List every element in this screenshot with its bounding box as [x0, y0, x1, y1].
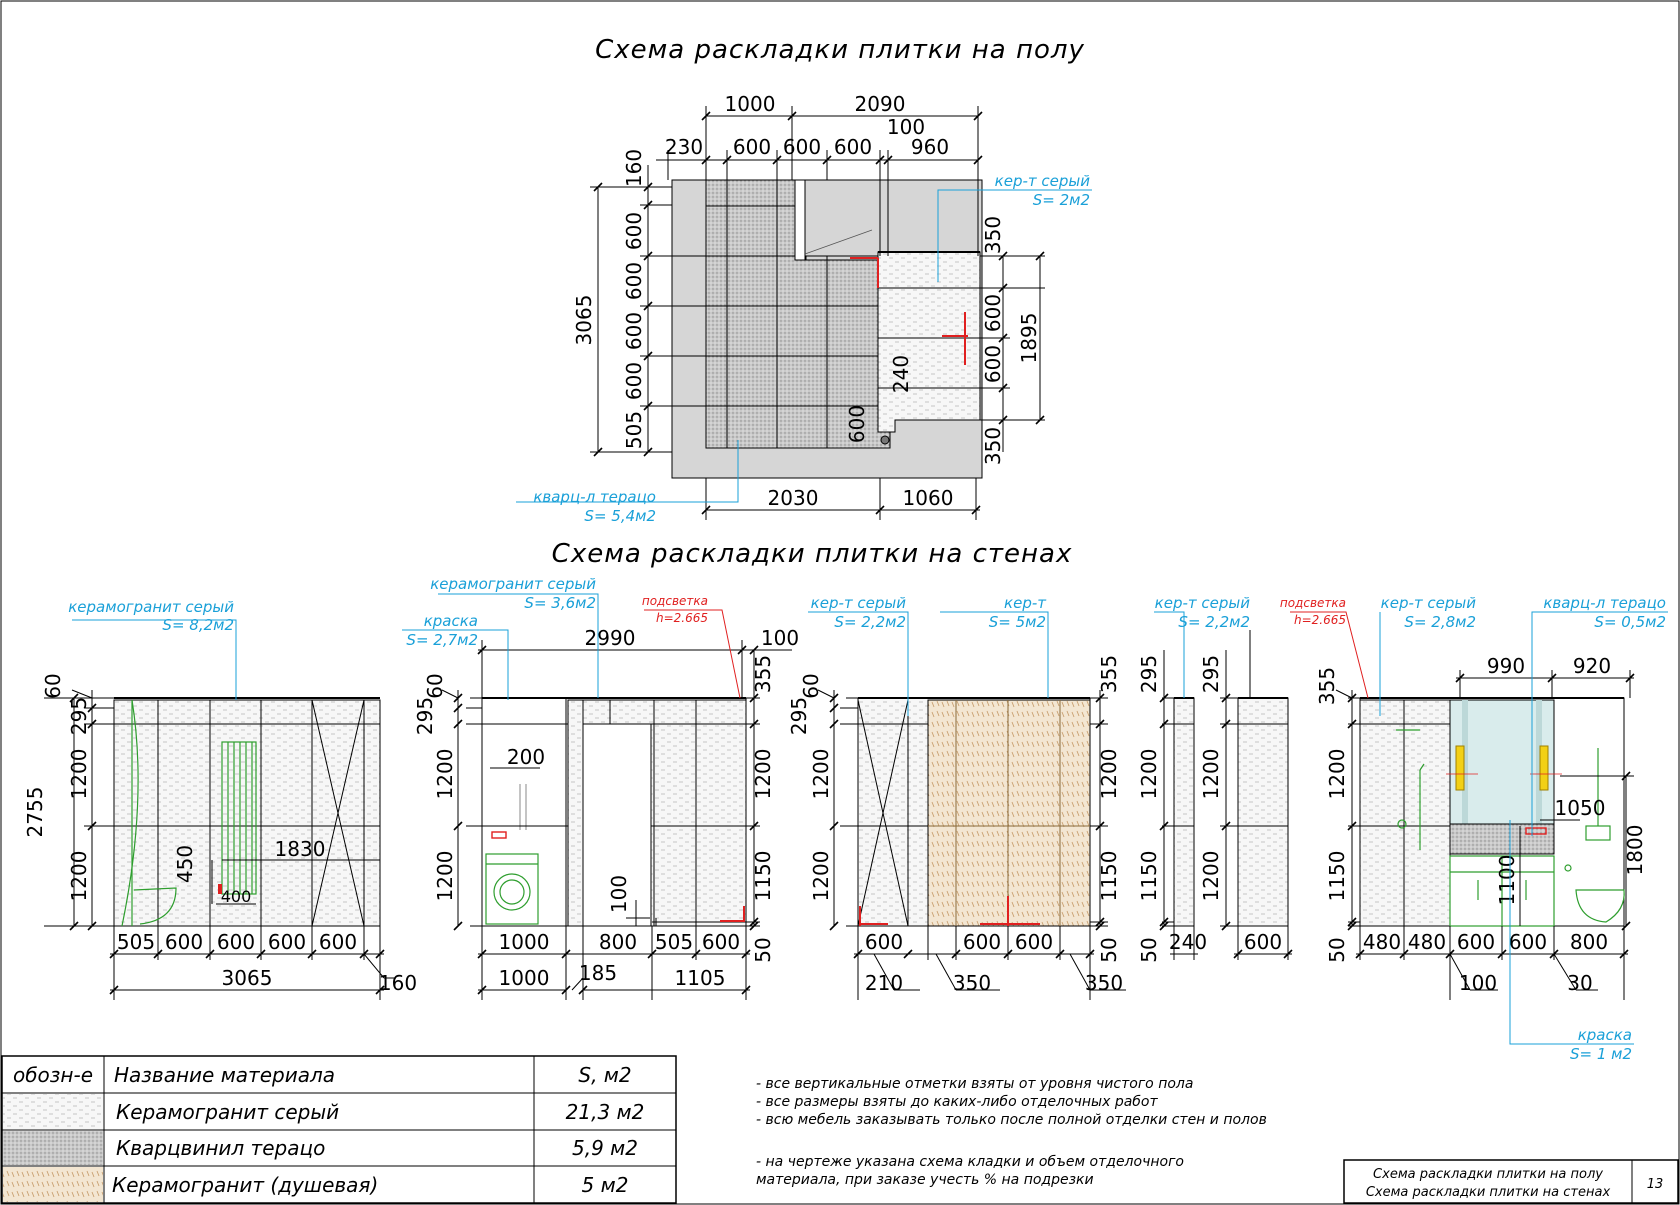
legend-table	[2, 1056, 676, 1203]
legend-swatch-terrazzo	[3, 1131, 103, 1165]
wall3-dim-b600a: 600	[864, 930, 904, 954]
wall-4-elevation	[1137, 594, 1250, 963]
legend-row-3-area: 5 м2	[581, 1173, 629, 1197]
floor-dim-right-total: 1895	[1017, 312, 1041, 364]
wall3-dim-b210: 210	[864, 971, 904, 995]
wall1-dim-1200a: 1200	[67, 748, 91, 800]
wall3-dim-1200b: 1200	[809, 850, 833, 902]
wall1-dim-b505: 505	[116, 930, 156, 954]
wall2-label-tile-name: керамогранит серый	[430, 575, 596, 593]
wall4-label-area: S= 2,2м2	[1178, 613, 1250, 631]
wall2-dim-100-inner: 100	[607, 874, 631, 914]
legend-row-3-name: Керамогранит (душевая)	[112, 1173, 379, 1197]
wall2-dim-1200a: 1200	[433, 748, 457, 800]
wall3-dim-b600b: 600	[962, 930, 1002, 954]
legend-row-1-area: 21,3 м2	[565, 1100, 645, 1124]
note-5: материала, при заказе учесть % на подрезки	[756, 1172, 1094, 1188]
legend-header-mark: обозн-е	[12, 1063, 94, 1087]
wall1-label-name: керамогранит серый	[68, 598, 234, 616]
floor-dim-right-350a: 350	[981, 215, 1005, 255]
wall1-label-area: S= 8,2м2	[162, 616, 234, 634]
wall6-dim-b800: 800	[1569, 930, 1609, 954]
notes	[756, 1076, 1267, 1188]
wall6-dim-1200: 1200	[1325, 748, 1349, 800]
legend-header-area: S, м2	[578, 1063, 632, 1087]
wall3-label-shower-name: кер-т	[1004, 594, 1046, 612]
wall3-dim-b350b: 350	[1084, 971, 1124, 995]
wall2-dim-b2-1000: 1000	[498, 966, 550, 990]
floor-dim-right-600a: 600	[981, 293, 1005, 333]
floor-label-terrazzo-name: кварц-л терацо	[533, 488, 656, 506]
wall2-dim-200: 200	[506, 745, 546, 769]
wall6-dim-1150: 1150	[1325, 850, 1349, 902]
wall3-dim-b600c: 600	[1014, 930, 1054, 954]
wall2-dim-b2-185: 185	[578, 961, 618, 985]
wall1-dim-295: 295	[67, 696, 91, 736]
wall3-dim-r1150: 1150	[1097, 850, 1121, 902]
wall1-dim-1830: 1830	[274, 837, 326, 861]
floor-dim-600b: 600	[782, 135, 822, 159]
legend-row-1-name: Керамогранит серый	[116, 1100, 340, 1124]
wall5-dim-1200b: 1200	[1199, 850, 1223, 902]
wall1-dim-1200b: 1200	[67, 850, 91, 902]
wall4-dim-50: 50	[1137, 937, 1161, 963]
walls-title: Схема раскладки плитки на стенах	[551, 539, 1073, 569]
note-1: - все вертикальные отметки взяты от уровня чистого пола	[756, 1076, 1194, 1092]
wall2-dim-1200b: 1200	[433, 850, 457, 902]
wall5-dim-600: 600	[1243, 930, 1283, 954]
wall5-dim-1200a: 1200	[1199, 748, 1223, 800]
wall5-dim-295: 295	[1199, 654, 1223, 694]
wall1-dim-b600d: 600	[318, 930, 358, 954]
wall-5-elevation	[1199, 630, 1292, 960]
wall6-dim-1050: 1050	[1554, 796, 1606, 820]
wall2-dim-60: 60	[423, 673, 447, 699]
wall2-dim-r50: 50	[751, 937, 775, 963]
title-stamp	[1344, 1160, 1678, 1203]
wall3-dim-r50: 50	[1097, 937, 1121, 963]
wall3-dim-r1200: 1200	[1097, 748, 1121, 800]
wall2-dim-r1200: 1200	[751, 748, 775, 800]
floor-label-terrazzo-area: S= 5,4м2	[584, 507, 656, 525]
wall3-label-shower-area: S= 5м2	[988, 613, 1046, 631]
stamp-line-1: Схема раскладки плитки на полу	[1373, 1167, 1603, 1182]
wall3-dim-1200a: 1200	[809, 748, 833, 800]
floor-dim-960: 960	[910, 135, 950, 159]
wall2-dim-b800: 800	[598, 930, 638, 954]
wall2-dim-r1150: 1150	[751, 850, 775, 902]
legend-swatch-tile	[3, 1094, 103, 1129]
floor-dim-left-160: 160	[622, 148, 646, 188]
note-4: - на чертеже указана схема кладки и объем отделочного	[756, 1154, 1184, 1170]
wall2-dim-r355: 355	[751, 654, 775, 694]
wall1-dim-b600c: 600	[267, 930, 307, 954]
floor-dim-100: 100	[886, 115, 926, 139]
wall6-dim-1100: 1100	[1495, 854, 1519, 906]
wall3-label-tile-name: кер-т серый	[810, 594, 906, 612]
wall1-dim-60: 60	[41, 673, 65, 699]
floor-dim-230: 230	[664, 135, 704, 159]
stamp-sheet-number: 13	[1646, 1177, 1664, 1192]
wall2-label-tile-area: S= 3,6м2	[524, 594, 596, 612]
wall2-dim-b1000: 1000	[498, 930, 550, 954]
wall6-dim-b480b: 480	[1407, 930, 1447, 954]
wall6-dim-b600b: 600	[1508, 930, 1548, 954]
wall3-label-tile-area: S= 2,2м2	[834, 613, 906, 631]
wall6-dim-b100: 100	[1458, 971, 1498, 995]
wall6-label-tile-name: кер-т серый	[1380, 594, 1476, 612]
wall6-dim-b600a: 600	[1456, 930, 1496, 954]
wall2-label-paint-name: краска	[423, 612, 478, 630]
floor-label-shower-area: S= 2м2	[1032, 191, 1090, 209]
wall-6-elevation	[1280, 594, 1668, 1063]
floor-dim-1000: 1000	[724, 92, 776, 116]
wall1-dim-450: 450	[173, 844, 197, 884]
floor-dim-inner-600: 600	[845, 404, 869, 444]
wall4-dim-295: 295	[1137, 654, 1161, 694]
wall3-dim-295: 295	[787, 696, 811, 736]
floor-dim-left-600b: 600	[622, 261, 646, 301]
wall2-dim-2990: 2990	[584, 626, 636, 650]
floor-dim-left-505: 505	[622, 410, 646, 450]
wall1-dim-160: 160	[378, 971, 418, 995]
floor-dim-2090: 2090	[854, 92, 906, 116]
wall6-dim-920: 920	[1572, 654, 1612, 678]
legend-row-2-area: 5,9 м2	[572, 1136, 638, 1160]
wall4-dim-1150: 1150	[1137, 850, 1161, 902]
wall2-label-light-name: подсветка	[641, 594, 708, 608]
wall4-dim-1200: 1200	[1137, 748, 1161, 800]
wall6-dim-355: 355	[1315, 666, 1339, 706]
note-3: - всю мебель заказывать только после полной отделки стен и полов	[756, 1112, 1267, 1128]
floor-label-shower-name: кер-т серый	[994, 172, 1090, 190]
wall2-label-light-h: h=2.665	[655, 611, 708, 625]
floor-dim-bottom-2030: 2030	[767, 486, 819, 510]
wall6-label-paint-area: S= 1 м2	[1569, 1045, 1632, 1063]
wall6-dim-50: 50	[1325, 937, 1349, 963]
wall6-label-tile-area: S= 2,8м2	[1404, 613, 1476, 631]
wall6-label-terrazzo-area: S= 0,5м2	[1594, 613, 1666, 631]
floor-dim-left-600d: 600	[622, 361, 646, 401]
wall3-dim-b350a: 350	[952, 971, 992, 995]
floor-dim-left-600a: 600	[622, 211, 646, 251]
wall2-dim-b505: 505	[654, 930, 694, 954]
wall-3-elevation	[787, 594, 1126, 1000]
legend-row-2-name: Кварцвинил терацо	[116, 1136, 326, 1160]
wall6-dim-990: 990	[1486, 654, 1526, 678]
wall6-dim-b30: 30	[1567, 971, 1593, 995]
wall1-dim-total: 2755	[23, 786, 47, 838]
wall4-dim-240: 240	[1168, 930, 1208, 954]
wall2-dim-295: 295	[413, 696, 437, 736]
wall1-dim-b600b: 600	[216, 930, 256, 954]
legend-swatch-shower	[3, 1167, 103, 1202]
legend-header-name: Название материала	[114, 1063, 335, 1087]
wall-2-elevation	[402, 575, 799, 1000]
wall2-dim-b600: 600	[701, 930, 741, 954]
wall6-label-light-h: h=2.665	[1293, 613, 1346, 627]
wall1-dim-b-total: 3065	[221, 966, 273, 990]
wall2-dim-b2-1105: 1105	[674, 966, 726, 990]
wall6-dim-1800: 1800	[1623, 824, 1647, 876]
wall2-dim-100: 100	[760, 626, 800, 650]
wall1-dim-b600a: 600	[164, 930, 204, 954]
note-2: - все размеры взяты до каких-либо отделочных работ	[756, 1094, 1158, 1110]
wall6-label-paint-name: краска	[1577, 1026, 1632, 1044]
wall6-dim-b480a: 480	[1362, 930, 1402, 954]
stamp-line-2: Схема раскладки плитки на стенах	[1365, 1185, 1611, 1200]
floor-dim-bottom-1060: 1060	[902, 486, 954, 510]
wall6-label-terrazzo-name: кварц-л терацо	[1543, 594, 1666, 612]
wall1-dim-400: 400	[220, 887, 252, 906]
floor-dim-600a: 600	[732, 135, 772, 159]
floor-dim-right-350b: 350	[981, 426, 1005, 466]
wall4-label-name: кер-т серый	[1154, 594, 1250, 612]
wall2-label-paint-area: S= 2,7м2	[406, 631, 478, 649]
wall6-label-light-name: подсветка	[1279, 596, 1346, 610]
floor-dim-left-600c: 600	[622, 311, 646, 351]
floor-plan	[516, 92, 1092, 525]
wall3-dim-60: 60	[799, 673, 823, 699]
floor-title: Схема раскладки плитки на полу	[595, 35, 1085, 65]
floor-dim-right-600b: 600	[981, 344, 1005, 384]
floor-dim-600c: 600	[833, 135, 873, 159]
wall3-dim-r355: 355	[1097, 654, 1121, 694]
floor-dim-inner-240: 240	[889, 354, 913, 394]
wall-1-elevation	[23, 598, 417, 1000]
floor-dim-left-total: 3065	[572, 294, 596, 346]
